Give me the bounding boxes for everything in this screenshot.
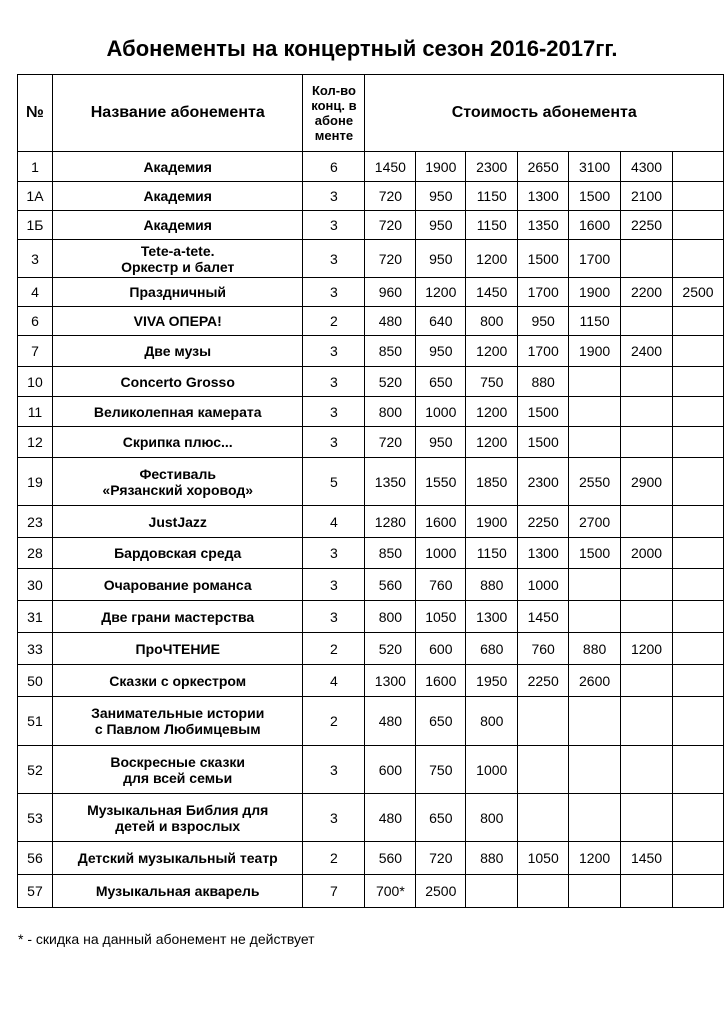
row-number: 51 <box>18 697 53 746</box>
table-row <box>18 665 724 697</box>
table-row <box>18 182 724 211</box>
price-cell: 1450 <box>365 152 416 182</box>
row-number: 1А <box>18 182 53 211</box>
subscription-name-line: Фестиваль <box>139 465 216 482</box>
price-cell <box>569 397 621 427</box>
subscription-name-line: Воскресные сказки <box>110 753 246 770</box>
price-cell: 800 <box>466 307 518 336</box>
price-cell: 2200 <box>621 278 673 307</box>
price-cell <box>621 569 673 601</box>
price-cell <box>621 506 673 538</box>
header-number: № <box>18 75 53 152</box>
price-cell <box>672 842 723 875</box>
price-cell: 850 <box>365 538 416 569</box>
subscription-name-line: Музыкальная акварель <box>95 883 260 899</box>
header-count-line: конц. в <box>311 98 357 113</box>
price-cell: 1000 <box>466 746 518 794</box>
price-cell <box>672 697 723 746</box>
table-row <box>18 211 724 240</box>
table-row <box>18 427 724 458</box>
price-cell: 1900 <box>569 278 621 307</box>
price-cell: 1550 <box>416 458 466 506</box>
subscription-name <box>52 152 303 182</box>
price-cell: 2250 <box>518 665 569 697</box>
price-cell: 950 <box>416 211 466 240</box>
price-cell: 1450 <box>518 601 569 633</box>
price-cell: 2000 <box>621 538 673 569</box>
subscription-name-line: Скрипка плюс... <box>122 434 233 450</box>
subscription-name <box>52 538 303 569</box>
table-row <box>18 506 724 538</box>
price-cell: 1300 <box>518 538 569 569</box>
subscription-name <box>52 240 303 278</box>
price-cell: 1450 <box>466 278 518 307</box>
concert-count: 5 <box>303 458 365 506</box>
price-cell <box>672 367 723 397</box>
subscription-name-line: Музыкальная Библия для <box>87 801 269 818</box>
price-cell <box>672 182 723 211</box>
price-cell <box>672 336 723 367</box>
concert-count: 3 <box>303 601 365 633</box>
subscription-name <box>52 633 303 665</box>
price-cell: 1050 <box>518 842 569 875</box>
subscription-name <box>52 367 303 397</box>
subscription-name-line: Concerto Grosso <box>120 373 235 390</box>
price-cell: 1350 <box>365 458 416 506</box>
subscription-name <box>52 601 303 633</box>
price-cell <box>621 397 673 427</box>
price-cell: 760 <box>518 633 569 665</box>
subscription-name <box>52 697 303 746</box>
table-row <box>18 842 724 875</box>
price-cell: 2500 <box>416 875 466 908</box>
subscription-name <box>52 397 303 427</box>
price-cell <box>569 794 621 842</box>
table-header-row <box>18 75 724 152</box>
subscription-name-line: для всей семьи <box>123 769 233 786</box>
concert-count: 3 <box>303 569 365 601</box>
price-cell: 1200 <box>466 336 518 367</box>
price-cell <box>672 506 723 538</box>
subscription-name-line: Академия <box>143 217 212 233</box>
table-row <box>18 336 724 367</box>
price-cell <box>672 601 723 633</box>
subscription-name <box>52 182 303 211</box>
price-cell: 950 <box>416 427 466 458</box>
price-cell: 760 <box>416 569 466 601</box>
subscription-name <box>52 746 303 794</box>
price-cell: 850 <box>365 336 416 367</box>
subscription-name-line: Сказки с оркестром <box>109 672 247 689</box>
price-cell <box>569 367 621 397</box>
row-number: 53 <box>18 794 53 842</box>
price-cell: 1150 <box>466 538 518 569</box>
price-cell: 2700 <box>569 506 621 538</box>
price-cell: 960 <box>365 278 416 307</box>
price-cell <box>518 697 569 746</box>
subscription-name-line: Праздничный <box>129 284 227 300</box>
price-cell: 2300 <box>518 458 569 506</box>
header-count-line: абоне <box>314 113 354 128</box>
price-cell: 1000 <box>416 538 466 569</box>
subscription-name-line: Две музы <box>144 343 212 359</box>
concert-count: 3 <box>303 278 365 307</box>
price-cell: 950 <box>416 240 466 278</box>
concert-count: 3 <box>303 336 365 367</box>
price-cell: 720 <box>365 427 416 458</box>
price-cell: 1600 <box>569 211 621 240</box>
row-number: 23 <box>18 506 53 538</box>
subscription-name-line: JustJazz <box>148 513 207 530</box>
price-cell: 750 <box>466 367 518 397</box>
subscription-name <box>52 569 303 601</box>
price-cell: 1150 <box>466 211 518 240</box>
header-subscription-price: Стоимость абонемента <box>365 75 724 152</box>
price-cell: 1900 <box>416 152 466 182</box>
price-cell <box>672 427 723 458</box>
concert-count: 3 <box>303 538 365 569</box>
row-number: 52 <box>18 746 53 794</box>
price-cell <box>672 746 723 794</box>
price-cell: 1200 <box>416 278 466 307</box>
price-cell <box>621 307 673 336</box>
price-cell: 720 <box>365 240 416 278</box>
price-cell: 2550 <box>569 458 621 506</box>
subscription-name <box>52 665 303 697</box>
table-row <box>18 307 724 336</box>
subscription-name-line: Очарование романса <box>103 576 252 593</box>
table-row <box>18 278 724 307</box>
concert-count: 3 <box>303 367 365 397</box>
price-cell <box>569 601 621 633</box>
row-number: 19 <box>18 458 53 506</box>
price-cell: 1500 <box>518 240 569 278</box>
price-cell: 1280 <box>365 506 416 538</box>
price-cell <box>569 569 621 601</box>
table-body <box>18 152 724 908</box>
row-number: 11 <box>18 397 53 427</box>
price-cell: 720 <box>416 842 466 875</box>
price-cell: 560 <box>365 842 416 875</box>
price-cell: 1200 <box>466 397 518 427</box>
price-cell: 2250 <box>621 211 673 240</box>
subscription-name-line: Занимательные истории <box>91 705 265 721</box>
price-cell: 800 <box>365 397 416 427</box>
concert-count: 3 <box>303 240 365 278</box>
table-row <box>18 397 724 427</box>
price-cell: 1500 <box>518 427 569 458</box>
concert-count: 7 <box>303 875 365 908</box>
price-cell: 720 <box>365 182 416 211</box>
price-cell: 950 <box>416 182 466 211</box>
row-number: 10 <box>18 367 53 397</box>
table-row <box>18 746 724 794</box>
price-cell: 880 <box>569 633 621 665</box>
price-cell <box>621 697 673 746</box>
price-cell <box>569 875 621 908</box>
subscription-name-line: с Павлом Любимцевым <box>94 721 261 737</box>
price-cell: 4300 <box>621 152 673 182</box>
price-cell: 680 <box>466 633 518 665</box>
price-cell: 1300 <box>518 182 569 211</box>
price-cell <box>672 569 723 601</box>
price-cell: 560 <box>365 569 416 601</box>
subscription-name-line: Детский музыкальный театр <box>77 850 278 866</box>
price-cell <box>672 875 723 908</box>
price-cell <box>621 665 673 697</box>
concert-count: 2 <box>303 307 365 336</box>
concert-count: 3 <box>303 746 365 794</box>
subscription-name <box>52 307 303 336</box>
subscription-name <box>52 794 303 842</box>
subscription-name-line: ПроЧТЕНИЕ <box>135 640 220 657</box>
price-cell <box>621 427 673 458</box>
price-cell: 880 <box>466 569 518 601</box>
price-cell <box>672 211 723 240</box>
price-cell: 1200 <box>569 842 621 875</box>
row-number: 1 <box>18 152 53 182</box>
price-cell: 950 <box>416 336 466 367</box>
price-cell: 1050 <box>416 601 466 633</box>
price-cell: 600 <box>416 633 466 665</box>
price-cell: 520 <box>365 633 416 665</box>
subscription-name-line: Две грани мастерства <box>101 608 255 625</box>
price-cell <box>621 746 673 794</box>
concert-count: 3 <box>303 211 365 240</box>
concert-count: 3 <box>303 182 365 211</box>
price-cell <box>621 240 673 278</box>
price-cell: 880 <box>518 367 569 397</box>
row-number: 57 <box>18 875 53 908</box>
row-number: 50 <box>18 665 53 697</box>
concert-count: 2 <box>303 842 365 875</box>
price-cell <box>672 538 723 569</box>
price-cell: 650 <box>416 367 466 397</box>
subscription-name <box>52 278 303 307</box>
price-cell: 700* <box>365 875 416 908</box>
price-cell: 1700 <box>518 278 569 307</box>
price-cell: 750 <box>416 746 466 794</box>
subscription-name <box>52 506 303 538</box>
price-cell <box>569 697 621 746</box>
price-cell: 1500 <box>569 538 621 569</box>
subscription-name <box>52 458 303 506</box>
price-cell: 1900 <box>569 336 621 367</box>
price-cell: 1350 <box>518 211 569 240</box>
concert-count: 3 <box>303 397 365 427</box>
price-cell: 480 <box>365 697 416 746</box>
price-cell: 800 <box>466 794 518 842</box>
subscription-name-line: Tete-a-tete. <box>140 242 215 259</box>
subscription-name-line: Великолепная камерата <box>93 403 262 420</box>
price-cell: 520 <box>365 367 416 397</box>
price-cell: 720 <box>365 211 416 240</box>
concert-count: 6 <box>303 152 365 182</box>
price-cell: 1000 <box>518 569 569 601</box>
table-row <box>18 633 724 665</box>
price-cell: 3100 <box>569 152 621 182</box>
row-number: 33 <box>18 633 53 665</box>
subscription-name <box>52 336 303 367</box>
row-number: 56 <box>18 842 53 875</box>
price-cell: 1700 <box>518 336 569 367</box>
subscription-table <box>17 74 724 908</box>
subscription-name-line: детей и взрослых <box>115 817 241 834</box>
price-cell: 1300 <box>365 665 416 697</box>
price-cell: 600 <box>365 746 416 794</box>
table-row <box>18 569 724 601</box>
price-cell: 480 <box>365 307 416 336</box>
price-cell: 950 <box>518 307 569 336</box>
price-cell <box>672 397 723 427</box>
price-cell: 1150 <box>569 307 621 336</box>
price-cell: 480 <box>365 794 416 842</box>
price-cell: 1600 <box>416 506 466 538</box>
price-cell: 1950 <box>466 665 518 697</box>
subscription-name-line: Оркестр и балет <box>121 258 235 275</box>
concert-count: 3 <box>303 427 365 458</box>
subscription-name-line: Академия <box>143 158 212 175</box>
price-cell <box>621 794 673 842</box>
price-cell: 2300 <box>466 152 518 182</box>
subscription-name <box>52 427 303 458</box>
footnote: * - скидка на данный абонемент не действует <box>18 931 315 947</box>
price-cell: 640 <box>416 307 466 336</box>
price-cell <box>569 427 621 458</box>
subscription-name-line: «Рязанский хоровод» <box>102 481 253 498</box>
concert-count: 4 <box>303 665 365 697</box>
price-cell <box>672 458 723 506</box>
price-cell <box>672 794 723 842</box>
header-subscription-name: Название абонемента <box>52 75 303 152</box>
row-number: 3 <box>18 240 53 278</box>
concert-count: 2 <box>303 697 365 746</box>
concert-count: 2 <box>303 633 365 665</box>
subscription-name <box>52 842 303 875</box>
header-count-line: менте <box>314 128 354 143</box>
price-cell <box>672 307 723 336</box>
header-concert-count <box>303 75 365 152</box>
concert-count: 4 <box>303 506 365 538</box>
price-cell: 2250 <box>518 506 569 538</box>
price-cell: 1150 <box>466 182 518 211</box>
subscription-name-line: Бардовская среда <box>114 545 242 561</box>
price-cell: 1700 <box>569 240 621 278</box>
price-cell: 1450 <box>621 842 673 875</box>
row-number: 12 <box>18 427 53 458</box>
row-number: 31 <box>18 601 53 633</box>
row-number: 7 <box>18 336 53 367</box>
price-cell: 800 <box>466 697 518 746</box>
price-cell: 1900 <box>466 506 518 538</box>
price-cell <box>672 665 723 697</box>
table-row <box>18 538 724 569</box>
price-cell: 2900 <box>621 458 673 506</box>
table-row <box>18 458 724 506</box>
price-cell <box>569 746 621 794</box>
price-cell <box>466 875 518 908</box>
price-cell: 1500 <box>569 182 621 211</box>
price-cell <box>621 601 673 633</box>
table-row <box>18 875 724 908</box>
price-cell: 2650 <box>518 152 569 182</box>
price-cell: 650 <box>416 794 466 842</box>
price-cell: 1300 <box>466 601 518 633</box>
row-number: 6 <box>18 307 53 336</box>
table-row <box>18 697 724 746</box>
subscription-name <box>52 211 303 240</box>
price-cell <box>518 794 569 842</box>
table-row <box>18 152 724 182</box>
price-cell: 1000 <box>416 397 466 427</box>
subscription-name-line: VIVA ОПЕРА! <box>133 313 222 329</box>
price-cell: 1500 <box>518 397 569 427</box>
price-cell <box>672 240 723 278</box>
subscription-name <box>52 875 303 908</box>
price-cell <box>518 875 569 908</box>
price-cell <box>621 367 673 397</box>
page-title: Абонементы на концертный сезон 2016-2017гг. <box>106 36 618 61</box>
header-count-line: Кол-во <box>311 83 356 98</box>
row-number: 4 <box>18 278 53 307</box>
row-number: 28 <box>18 538 53 569</box>
price-cell <box>518 746 569 794</box>
table-row <box>18 240 724 278</box>
price-cell <box>621 875 673 908</box>
row-number: 30 <box>18 569 53 601</box>
price-cell: 1600 <box>416 665 466 697</box>
price-cell: 2600 <box>569 665 621 697</box>
price-cell: 2100 <box>621 182 673 211</box>
price-cell: 1850 <box>466 458 518 506</box>
row-number: 1Б <box>18 211 53 240</box>
price-cell: 880 <box>466 842 518 875</box>
table-row <box>18 367 724 397</box>
price-cell: 650 <box>416 697 466 746</box>
price-cell: 1200 <box>466 427 518 458</box>
table-row <box>18 601 724 633</box>
price-cell: 2400 <box>621 336 673 367</box>
table-row <box>18 794 724 842</box>
price-cell <box>672 633 723 665</box>
price-cell <box>672 152 723 182</box>
concert-count: 3 <box>303 794 365 842</box>
price-cell: 800 <box>365 601 416 633</box>
price-cell: 1200 <box>621 633 673 665</box>
subscription-name-line: Академия <box>143 188 212 204</box>
price-cell: 1200 <box>466 240 518 278</box>
price-cell: 2500 <box>672 278 723 307</box>
